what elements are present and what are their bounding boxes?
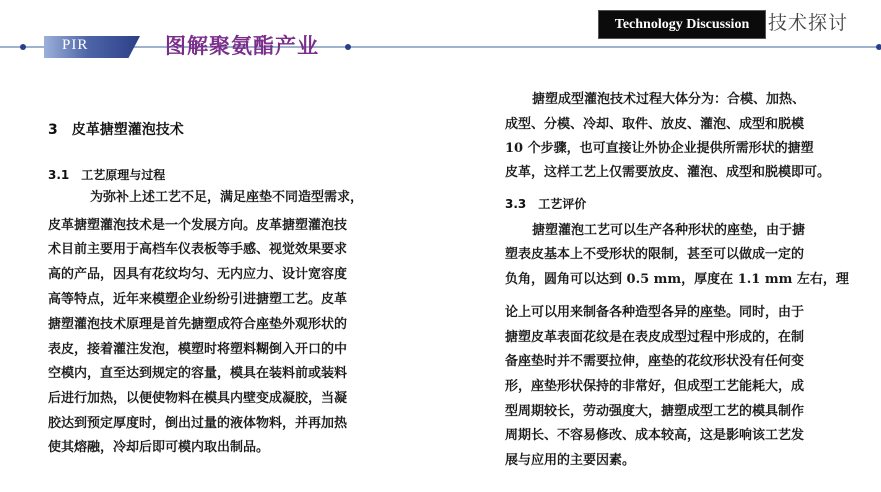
pir-tab	[44, 36, 140, 58]
paragraph-line: 塑表皮基本上不受形状的限制，甚至可以做成一定的	[505, 247, 805, 262]
section-heading: 3 皮革搪塑灌泡技术	[48, 122, 184, 138]
paragraph-line: 备座垫时并不需要拉伸，座垫的花纹形状没有任何变	[505, 354, 805, 369]
paragraph-line: 表皮，接着灌注发泡，模塑时将塑料糊倒入开口的中	[48, 342, 348, 357]
paragraph-line: 10 个步骤，也可直接让外协企业提供所需形状的搪塑	[505, 141, 814, 156]
paragraph-line: 周期长、不容易修改、成本较高，这是影响该工艺发	[505, 428, 805, 443]
paragraph-line: 皮革，这样工艺上仅需要放皮、灌泡、成型和脱模即可。	[505, 165, 831, 180]
header-rule-dot-mid	[345, 44, 351, 50]
paragraph-line: 术目前主要用于高档车仪表板等手感、视觉效果要求	[48, 242, 348, 257]
tech-banner-text: Technology Discussion	[614, 17, 750, 32]
paragraph-line: 成型、分模、冷却、取件、放皮、灌泡、成型和脱模	[505, 117, 805, 132]
paragraph-line: 高的产品，因具有花纹均匀、无内应力、设计宽容度	[48, 267, 348, 282]
page-title: 图解聚氨酯产业	[165, 34, 319, 58]
paragraph-line: 搪塑灌泡技术原理是首先搪塑成符合座垫外观形状的	[48, 317, 348, 332]
subsection-heading-3-3: 3.3 工艺评价	[505, 197, 587, 211]
paragraph-line: 负角，圆角可以达到 0.5 mm，厚度在 1.1 mm 左右，理	[505, 272, 849, 287]
header-rule-dot-left	[20, 44, 26, 50]
header-rule-dot-right	[876, 44, 881, 50]
paragraph-line: 论上可以用来制备各种造型各异的座垫。同时，由于	[505, 305, 805, 320]
paragraph-line: 型周期较长，劳动强度大，搪塑成型工艺的模具制作	[505, 404, 805, 419]
paragraph-line: 搪塑灌泡工艺可以生产各种形状的座垫，由于搪	[532, 223, 806, 238]
paragraph-line: 为弥补上述工艺不足，满足座垫不同造型需求，	[90, 190, 364, 205]
paragraph-line: 展与应用的主要因素。	[505, 453, 636, 468]
paragraph-line: 皮革搪塑灌泡技术是一个发展方向。皮革搪塑灌泡技	[48, 218, 348, 233]
paragraph-line: 搪塑皮革表面花纹是在表皮成型过程中形成的，在制	[505, 330, 805, 345]
subsection-heading-3-1: 3.1 工艺原理与过程	[48, 168, 166, 182]
tech-banner	[598, 10, 766, 39]
paragraph-line: 空模内，直至达到规定的容量，模具在装料前或装料	[48, 366, 348, 381]
pir-tab-label: PIR	[62, 37, 89, 53]
paragraph-line: 胶达到预定厚度时，倒出过量的液体物料，并再加热	[48, 416, 348, 431]
paragraph-line: 使其熔融，冷却后即可模内取出制品。	[48, 440, 270, 455]
paragraph-line: 搪塑成型灌泡技术过程大体分为：合模、加热、	[532, 92, 806, 107]
tech-banner-cn: 技术探讨	[768, 12, 849, 34]
paragraph-line: 后进行加热，以便使物料在模具内壁变成凝胶，当凝	[48, 391, 348, 406]
paragraph-line: 高等特点，近年来模塑企业纷纷引进搪塑工艺。皮革	[48, 292, 348, 307]
paragraph-line: 形，座垫形状保持的非常好，但成型工艺能耗大，成	[505, 379, 805, 394]
